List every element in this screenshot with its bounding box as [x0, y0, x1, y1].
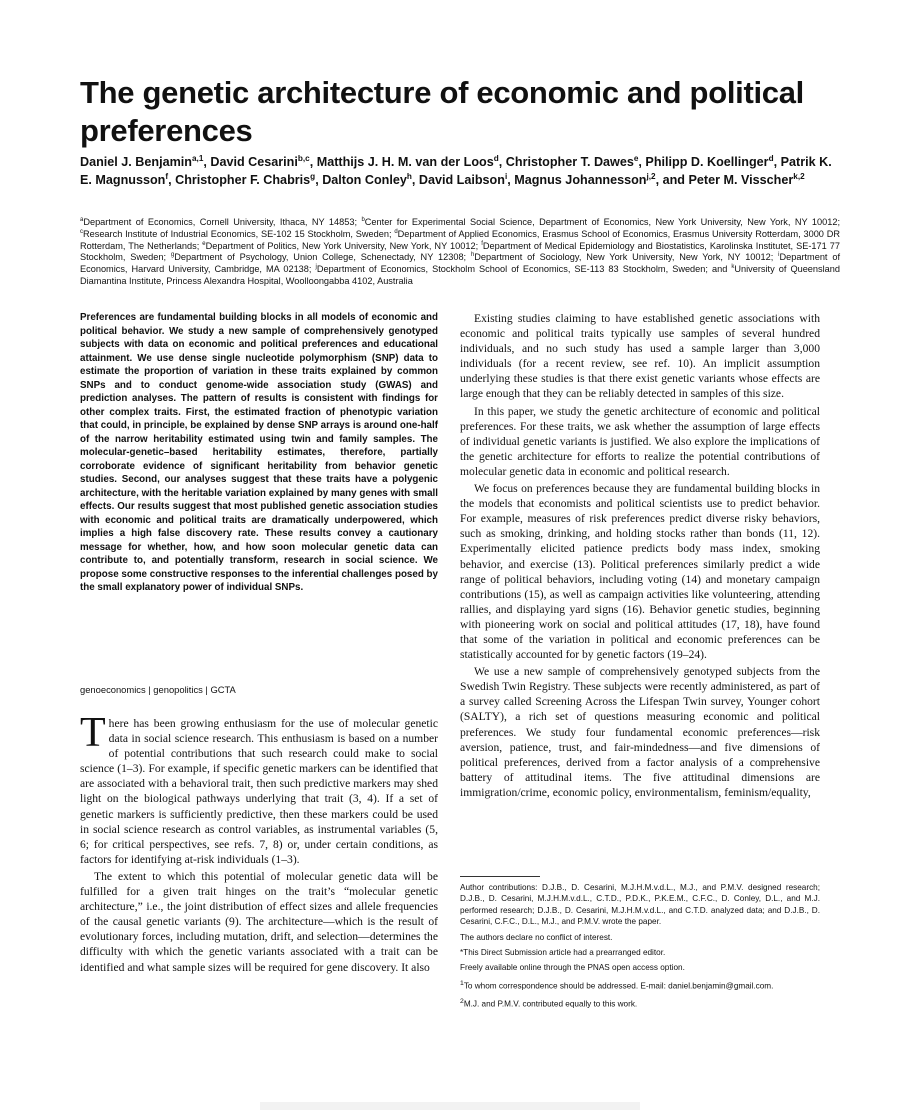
correspondence-note: $^1$To whom correspondence should be addressed. E-mail: daniel.benjamin@gmail.com.: [460, 979, 774, 991]
article-title: The genetic architecture of economic and political preferences: [80, 75, 804, 148]
body-paragraph: Existing studies claiming to have established genetic associations with economic and political traits typically use samples of several hundred individuals, and no such study has used a sample larger than 3,000 individuals (for a recent review, see ref. 10). An implicit assumption underlying these studies is that there exist genetic variants whose effects are large enough that they can be reliably detected in samples of this size.: [460, 312, 820, 401]
body-paragraph: In this paper, we study the genetic architecture of economic and political preferences. For these traits, we ask whether the assumption of large effects of individual genetic variants is justified. We also explore the implications of the genetic architecture for efforts to realize the potential contributions of molecular genetic data in economic and political research.: [460, 404, 820, 478]
author: David Laibson$^i$: [418, 171, 508, 187]
author: Matthijs J. H. M. van der Loos$^d$: [316, 153, 499, 169]
conflict-statement: The authors declare no conflict of interest.: [460, 932, 613, 942]
author: Peter M. Visscher$^{k,2}$: [688, 171, 805, 187]
author: Magnus Johannesson$^{j,2}$: [514, 171, 656, 187]
equal-contribution-note: $^2$M.J. and P.M.V. contributed equally to this work.: [460, 997, 638, 1009]
keywords: genoeconomics | genopolitics | GCTA: [80, 684, 236, 695]
body-paragraph: We focus on preferences because they are fundamental building blocks in the models that economists and political scientists use to predict behavior. For example, measures of risk preferences predict diverse risky behaviors, such as smoking, drinking, and holding stocks rather than bonds (11, 12). Experimentally elicited patience predicts body mass index, smoking behavior, and exercise (13). Political preferences similarly predict a wide range of political behaviors, including voting (14) and monetary campaign contributions (15), as well as campaign activities like volunteering, attending rallies, and displaying yard signs (16). Behavior genetic studies, beginning with pioneering work on social and political attitudes (17, 18), have found that some of the variation in political and economic preferences can be statistically accounted for by genetic factors (19–24).: [460, 482, 820, 662]
author-contributions: Author contributions: D.J.B., D. Cesarini, M.J.H.M.v.d.L., M.J., and P.M.V. designed research; D.J.B., D. Cesarini, M.J.H.M.v.d.L., C.T.D., P.D.K., P.K.E.M., C.F.C., D. Conley, D.L., and M.J. performed research; D.J.B., D. Cesarini, M.J.H.M.v.d.L., and C.T.D. analyzed data; and D.J.B., D. Cesarini, C.F.C., D.L., M.J., and P.M.V. wrote the paper.: [460, 883, 820, 927]
abstract: Preferences are fundamental building blocks in all models of economic and political behavior. We study a new sample of comprehensively genotyped subjects with data on economic and political preferences and educational attainment. We use dense single nucleotide polymorphism (SNP) data to estimate the proportion of variation in these traits explained by common SNPs and to conduct genome-wide association study (GWAS) and prediction analyses. The pattern of results is consistent with findings for other complex traits. First, the estimated fraction of phenotypic variation that could, in principle, be explained by dense SNP arrays is around one-half of the narrow heritability estimated using twin and family samples. The molecular-genetic–based heritability estimates, therefore, partially corroborate evidence of significant heritability from behavior genetic studies. Second, our analyses suggest that these traits have a polygenic architecture, with the heritable variation explained by many genes with small effects. Our results suggest that most published genetic association studies with economic and political traits are dramatically underpowered, which implies a high false discovery rate. These results convey a cautionary message for whether, how, and how soon molecular genetic data can contribute to, and potentially transform, research in social science. We propose some constructive responses to the inferential challenges posed by the small explanatory power of individual SNPs.: [80, 312, 438, 593]
author: David Cesarini$^{b,c}$: [210, 153, 310, 169]
author: Christopher T. Dawes$^e$: [505, 153, 639, 169]
body-paragraph: There has been growing enthusiasm for the use of molecular genetic data in social science research. This enthusiasm is based on a number of potential contributions that such research could make to social science (1–3). For example, if specific genetic markers can be identified that are associated with a behavioral trait, then such predictive markers may shed light on the biological pathways underlying that trait (3, 4). If a set of genetic markers is sufficiently predictive, then these markers could be used in social science research as control variables, as instrumental variables (5, 6; for critical perspectives, see refs. 7, 8) or, under certain conditions, as factors for identifying at-risk individuals (1–3).: [80, 710, 438, 866]
footnote-divider: [460, 876, 540, 877]
author: Patrik K. E. Magnusson$^f$: [80, 155, 832, 187]
drop-cap: T: [80, 710, 106, 756]
editor-note: *This Direct Submission article had a prearranged editor.: [460, 948, 666, 958]
body-paragraph: We use a new sample of comprehensively genotyped subjects from the Swedish Twin Registry. These subjects were recently administered, as part of a survey called Screening Across the Lifespan Twin survey, Younger cohort (SALTY), a rich set of questions measuring economic and political preferences. We study four fundamental economic preferences—risk aversion, patience, trust, and fair-mindedness—and five dimensions of political preferences, derived from a factor analysis of a comprehensive battery of attitudinal items. The five attitudinal dimensions are immigration/crime, economic policy, environmentalism, feminism/equality,: [460, 665, 820, 799]
body-column-left: [80, 710, 438, 977]
affiliations: $^a$Department of Economics, Cornell University, Ithaca, NY 14853; $^b$Center for Experimental Social Science, Department of Economics, New York University, New York, NY 10012; $^c$Research Institute of Industrial Economics, SE-102 15 Stockholm, Sweden; $^d$Department of Applied Economics, Erasmus School of Economics, Erasmus University Rotterdam, 3000 DR Rotterdam, The Netherlands; $^e$Department of Politics, New York University, New York, NY 10012; $^f$Department of Medical Epidemiology and Biostatistics, Karolinska Institutet, SE-171 77 Stockholm, Sweden; $^g$Department of Psychology, Union College, Schenectady, NY 12308; $^h$Department of Sociology, New York University, New York, NY 10012; $^i$Department of Economics, Harvard University, Cambridge, MA 02138; $^j$Department of Economics, Stockholm School of Economics, SE-113 83 Stockholm, Sweden; and $^k$University of Queensland Diamantina Institute, Princess Alexandra Hospital, Woolloongabba 4102, Australia: [80, 216, 841, 286]
author: Dalton Conley$^h$: [322, 171, 412, 187]
page-bottom-strip: [260, 1102, 640, 1110]
footnotes: [460, 882, 820, 1014]
author-list: Daniel J. Benjamin$^{a,1}$, David Cesarini$^{b,c}$, Matthijs J. H. M. van der Loos$^d$, Christopher T. Dawes$^e$, Philipp D. Koellinger$^d$, Patrik K. E. Magnusson$^f$, Christopher F. Chabris$^g$, Dalton Conley$^h$, David Laibson$^i$, Magnus Johannesson$^{j,2}$, and Peter M. Visscher$^{k,2}$: [80, 153, 832, 187]
author: Daniel J. Benjamin$^{a,1}$: [80, 153, 204, 169]
author: Christopher F. Chabris$^g$: [175, 171, 316, 187]
open-access-note: Freely available online through the PNAS open access option.: [460, 963, 685, 973]
author: Philipp D. Koellinger$^d$: [645, 153, 774, 169]
body-column-right: [460, 311, 820, 802]
body-paragraph: The extent to which this potential of molecular genetic data will be fulfilled for a given trait hinges on the trait’s “molecular genetic architecture,” i.e., the joint distribution of effect sizes and allele frequencies of the causal genetic variants (9). The architecture—which is the result of evolutionary forces, including mutation, drift, and selection—determines the difficulty with which the genetic variants associated with a trait can be identified and what sample sizes will be required for gene discovery. It also: [80, 869, 438, 974]
